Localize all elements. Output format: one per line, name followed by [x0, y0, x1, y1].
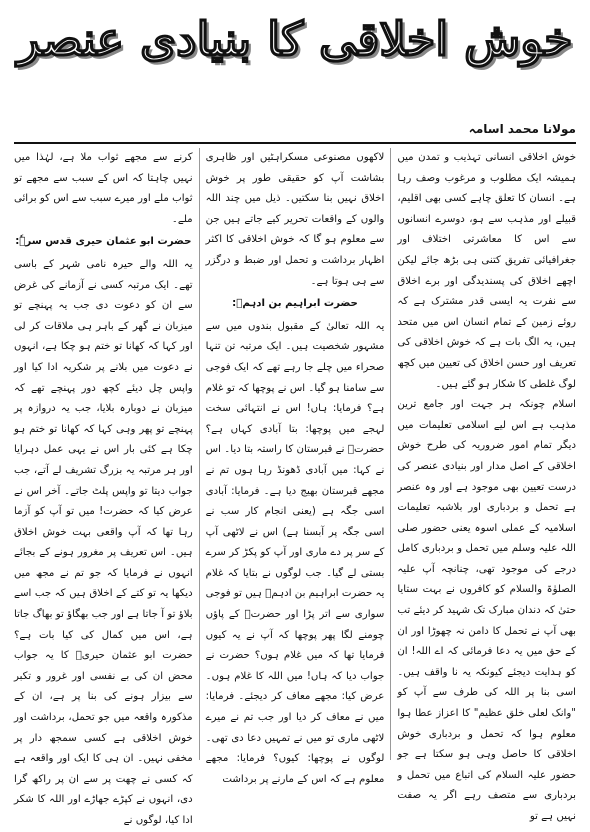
title-part-one: خوش اخلاقی	[319, 12, 573, 66]
column-2-paragraph-1: لاکھوں مصنوعی مسکراہٹیں اور ظاہری بشاشت آپ کو حقیقی طور پر خوش اخلاق نہیں بنا سکتیں۔ ذیل میں چند اللہ والوں کے واقعات تحریر کیے جاتے ہیں جن سے معلوم ہو گا کہ خوش اخلاقی کا اکثر اظہار برداشت و تحمل اور ضبط و درگزر سے ہی ہوتا ہے۔	[205, 152, 385, 287]
column-3-paragraph-2: یہ اللہ والے حیرہ نامی شہر کے باسی تھے۔ ایک مرتبہ کسی نے آزمانے کی غرض سے ان کو دعوت دی جب یہ پہنچے تو میزبان نے گھر کے باہر ہی ملاقات کر لی اور کہا کہ کھانا تو ختم ہو چکا ہے، انہوں نے دعوت میں بلانے پر شکریہ ادا کیا اور واپس چل دیئے کچھ دور پہنچے تھے کہ میزبان نے دوبارہ بلایا، جب یہ دروازہ پر پہنچے تو پھر وہی کہا کہ کھانا تو ختم ہو چکا ہے کئی بار اس نے یہی عمل دہرایا اور ہر مرتبہ یہ بزرگ تشریف لے آتے، جب جواب دیتا تو واپس پلٹ جاتے۔ آخر اس نے عرض کیا کہ حضرت! میں تو آپ کو آزما رہا تھا کہ آپ واقعی بہت خوش اخلاق ہیں۔ اس تعریف پر مغرور ہونے کے بجائے انہوں نے فرمایا کہ جو تم نے مجھ میں دیکھا یہ تو کتے کے اخلاق ہیں کہ جب اسے بلاؤ تو آ جاتا ہے اور جب بھگاؤ تو بھاگ جاتا ہے، اس میں کمال کی کیا بات ہے؟ حضرت ابو عثمان حیریؒ کا یہ جواب محض ان کی بے نفسی اور غرور و تکبر سے بیزار ہونے کی بنا پر ہے، ان کے مذکورہ واقعہ میں جو تحمل، برداشت اور خوش اخلاقی ہے کسی سمجھ دار پر مخفی نہیں۔ ان ہی کا ایک اور واقعہ ہے کہ کسی نے چھت پر سے ان پر راکھ گرا دی، انہوں نے کپڑے جھاڑے اور اللہ کا شکر ادا کیا، لوگوں نے	[13, 258, 193, 826]
column-2-paragraph-2: یہ اللہ تعالیٰ کے مقبول بندوں میں سے مشہور شخصیت ہیں۔ ایک مرتبہ تن تنہا صحراء میں چلے جا رہے تھے کہ ایک فوجی سے سامنا ہو گیا۔ اس نے پوچھا کہ تو غلام ہے؟ فرمایا: ہاں! اس نے انتہائی سخت لہجے میں پوچھا: بتا آبادی کہاں ہے؟ حضرتؒ نے قبرستان کا راستہ بتا دیا۔ اس نے کہا: میں آبادی ڈھونڈ رہا ہوں تم نے مجھے قبرستان بھیج دیا ہے۔ فرمایا: آبادی اسی جگہ ہے (یعنی انجام کار سب نے اسی جگہ پر آبسنا ہے) اس نے لاٹھی آپ کے سر پر دے ماری اور آپ کو پکڑ کر سرے بستی لے گیا۔ جب لوگوں نے بتایا کہ غلام یہ حضرت ابراہیم بن ادہمؒ ہیں تو فوجی سواری سے اتر پڑا اور حضرتؒ کے پاؤں چومنے لگا پھر پوچھا کہ آپ نے یہ کیوں فرمایا تھا کہ میں غلام ہوں؟ حضرت نے جواب دیا کہ ہاں! میں اللہ کا غلام ہوں۔ عرض کیا: مجھے معاف کر دیجئے۔ فرمایا: میں نے معاف کر دیا اور جب تم نے میرے لاٹھی ماری تو میں نے تمہیں دعا دی تھی۔ لوگوں نے پوچھا: کیوں؟ فرمایا: مجھے معلوم ہے کہ اس کے مارنے پر برداشت	[205, 320, 385, 785]
column-2	[199, 148, 391, 785]
section-heading-abu-usman: حضرت ابو عثمان حیری قدس سرہٗ:	[15, 236, 192, 248]
column-1-paragraph-1: خوش اخلاقی انسانی تہذیب و تمدن میں ہمیشہ ایک مطلوب و مرغوب وصف رہا ہے۔ انسان کا تعلق چاہے کسی بھی اقلیم، قبیلے اور مذہب سے ہو، دوسرے انسانوں سے اس کا معاشرتی اختلاف اور جغرافیائی تفریق کتنی ہی بڑھ جائے لیکن اچھے اخلاق کی پسندیدگی اور برے اخلاق سے نفرت یہ ایسی قدر مشترک ہے کہ روئے زمین کے تمام انسان اس میں متحد ہیں، یہ الگ بات ہے کہ خوش اخلاقی کی تعریف اور حسن اخلاق کی تعیین میں کچھ لوگ غلطی کا شکار ہو گئے ہیں۔	[397, 152, 576, 390]
title-part-two: کا بنیادی عنصر	[17, 12, 304, 66]
author-byline: مولانا محمد اسامہ	[468, 122, 576, 136]
section-heading-ibrahim: حضرت ابراہیم بن ادہمؒ:	[232, 298, 358, 310]
article-title	[0, 12, 590, 66]
column-1	[390, 148, 582, 822]
column-1-paragraph-2: اسلام چونکہ ہر جہت اور جامع ترین مذہب ہے اس لیے اسلامی تعلیمات میں دیگر تمام امور ضروریہ کی طرح خوش اخلاقی کے اصل مدار اور بنیادی عنصر کی درست تعیین بھی موجود ہے اور وہ عنصر ہے تحمل و بردباری اور بلاشبہ تعلیمات اسلامیہ کے عملی اسوہ یعنی حضور صلی اللہ علیہ وسلم میں تحمل و بردباری کامل درجے کی موجود تھی، چنانچہ آپ علیہ الصلوٰۃ والسلام کو کافروں نے بہت ستایا حتیٰ کہ دندان مبارک تک شہید کر دیئے تب بھی آپ نے تحمل کا دامن نہ چھوڑا اور ان کے حق میں یہ دعا فرمائی کہ اے اللہ! ان کو ہدایت دیجئے کیونکہ یہ نا واقف ہیں۔ اسی بنا پر اللہ کی طرف سے آپ کو "وانک لعلی خلق عظیم" کا اعزاز عطا ہوا معلوم ہوا کہ تحمل و بردباری خوش اخلاقی کا حاصل وہی ہو سکتا ہے جو حضور علیہ السلام کی اتباع میں تحمل و بردباری سے متصف رہے اگر یہ صفت نہیں ہے تو	[397, 399, 576, 822]
article-body	[8, 148, 582, 826]
column-3	[8, 148, 199, 826]
column-3-paragraph-1: کرنے سے مجھے ثواب ملا ہے، لہٰذا میں نہیں چاہتا کہ اس کے سبب سے مجھے تو ثواب ملے اور میرے سبب سے اس کو برائی ملے۔	[13, 152, 193, 225]
header-divider	[14, 142, 576, 144]
